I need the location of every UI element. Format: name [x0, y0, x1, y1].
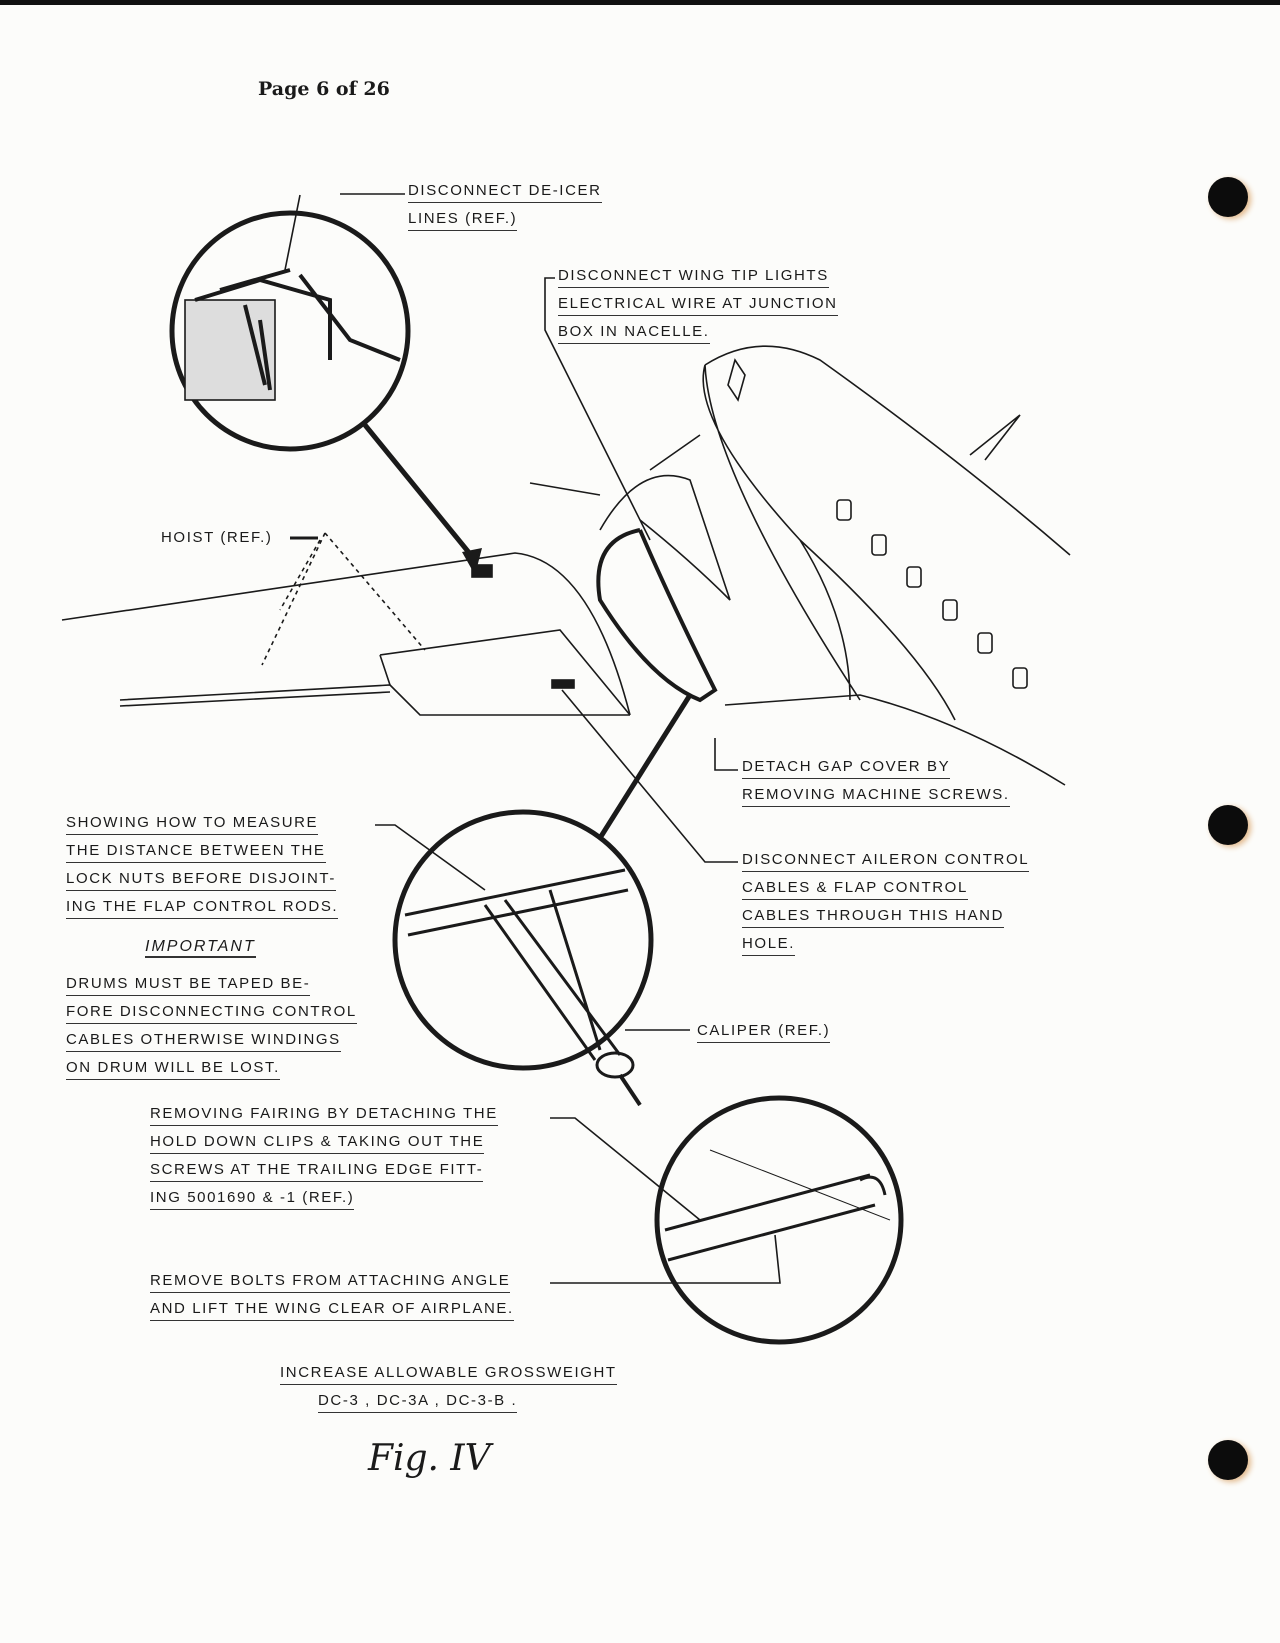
deicer-detail-view [172, 194, 408, 449]
callout-line: LOCK NUTS BEFORE DISJOINT- [66, 868, 336, 891]
callout-line: REMOVING FAIRING BY DETACHING THE [150, 1103, 498, 1126]
callout-line: SCREWS AT THE TRAILING EDGE FITT- [150, 1159, 483, 1182]
callout-line: ING THE FLAP CONTROL RODS. [66, 896, 338, 919]
callout-line: AND LIFT THE WING CLEAR OF AIRPLANE. [150, 1298, 514, 1321]
callout-line: LINES (REF.) [408, 208, 517, 231]
important-heading: IMPORTANT [145, 938, 256, 958]
leader-line [375, 825, 485, 890]
callout-line: DISCONNECT WING TIP LIGHTS [558, 265, 829, 288]
callout-line: DISCONNECT DE-ICER [408, 180, 602, 203]
callout-deicer-lines [408, 180, 602, 236]
callout-line: CABLES THROUGH THIS HAND [742, 905, 1004, 928]
caption-line: INCREASE ALLOWABLE GROSSWEIGHT [280, 1362, 617, 1385]
pointer-arrow [365, 425, 475, 560]
callout-line: SHOWING HOW TO MEASURE [66, 812, 318, 835]
callout-line: ING 5001690 & -1 (REF.) [150, 1187, 354, 1210]
callout-line: HOLE. [742, 933, 795, 956]
callout-caliper [697, 1020, 830, 1048]
callout-line: DISCONNECT AILERON CONTROL [742, 849, 1029, 872]
fuselage-windows [837, 500, 1027, 688]
callout-line: HOLD DOWN CLIPS & TAKING OUT THE [150, 1131, 484, 1154]
callout-line: CABLES & FLAP CONTROL [742, 877, 968, 900]
callout-aileron-cables [742, 849, 1029, 961]
callout-line: CALIPER (REF.) [697, 1020, 830, 1043]
callout-line: BOX IN NACELLE. [558, 321, 710, 344]
pointer-arrow [600, 695, 690, 838]
figure-caption [280, 1362, 617, 1418]
caption-line: DC-3 , DC-3A , DC-3-B . [318, 1390, 517, 1413]
callout-measure-lock-nuts [66, 812, 338, 924]
callout-line: HOIST (REF.) [161, 529, 273, 546]
callout-gap-cover [742, 756, 1010, 812]
callout-line: CABLES OTHERWISE WINDINGS [66, 1029, 341, 1052]
figure-label: Fig. IV [368, 1438, 491, 1479]
leader-line [715, 738, 738, 770]
callout-line: ELECTRICAL WIRE AT JUNCTION [558, 293, 838, 316]
callout-line: ON DRUM WILL BE LOST. [66, 1057, 280, 1080]
fuselage-outline [530, 346, 1070, 785]
trailing-edge-detail-view [550, 1098, 901, 1342]
callout-wingtip-lights [558, 265, 838, 349]
callout-drums-warning [66, 973, 357, 1085]
callout-line: FORE DISCONNECTING CONTROL [66, 1001, 357, 1024]
callout-line: REMOVE BOLTS FROM ATTACHING ANGLE [150, 1270, 510, 1293]
callout-remove-bolts [150, 1270, 514, 1326]
wing-outline [62, 533, 630, 715]
callout-line: DETACH GAP COVER BY [742, 756, 950, 779]
callout-line: DRUMS MUST BE TAPED BE- [66, 973, 310, 996]
flap-rod-detail-view [395, 812, 690, 1105]
page-number: Page 6 of 26 [258, 78, 390, 100]
callout-line: THE DISTANCE BETWEEN THE [66, 840, 326, 863]
callout-hoist [161, 527, 272, 554]
callout-line: REMOVING MACHINE SCREWS. [742, 784, 1010, 807]
callout-fairing [150, 1103, 498, 1215]
